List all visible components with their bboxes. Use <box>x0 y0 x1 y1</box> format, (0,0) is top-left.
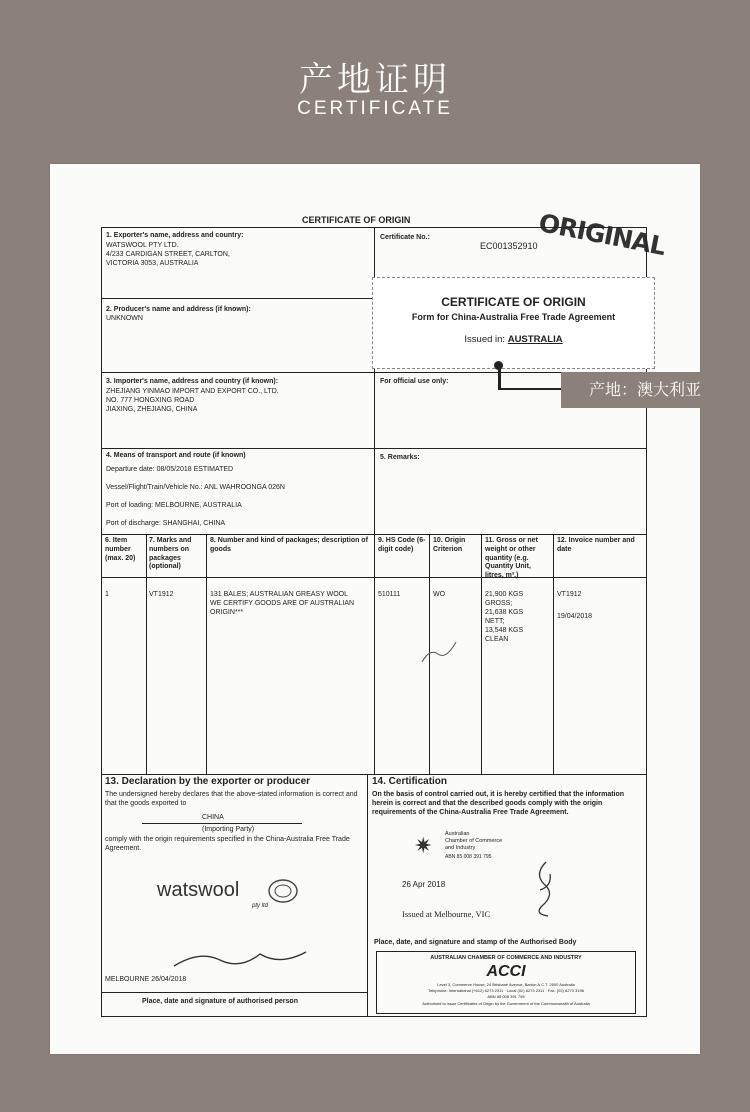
row-invoice-date: 19/04/2018 <box>557 613 593 620</box>
row-item: 1 <box>105 591 109 598</box>
page-header <box>0 0 750 160</box>
watswool-logo-sub: pty ltd <box>252 903 269 909</box>
col-weight: 11. Gross or net weight or other quantity (e.g. Quantity Unit, litres, m³.) <box>485 537 538 579</box>
chamber-line: and Industry <box>445 845 476 851</box>
acci-authorised: Authorised to issue Certificates of Origin by the Government of the Commonwealth of Australia <box>422 1001 590 1006</box>
col-hs-code: 9. HS Code (6-digit code) <box>378 537 426 553</box>
chamber-abn: ABN 85 008 391 795 <box>445 854 492 860</box>
row-marks: VT1912 <box>149 591 174 598</box>
port-of-loading: Port of loading: MELBOURNE, AUSTRALIA <box>106 502 242 509</box>
row-invoice-number: VT1912 <box>557 591 582 598</box>
divider <box>146 534 147 774</box>
exporter-line: WATSWOOL PTY LTD. <box>106 242 179 249</box>
divider <box>142 823 302 824</box>
producer-label: 2. Producer's name and address (if known): <box>106 306 251 313</box>
page-subtitle: CERTIFICATE <box>297 98 453 119</box>
certification-issued: Issued at Melbourne, VIC <box>402 909 491 919</box>
col-description: 8. Number and kind of packages; description of goods <box>210 537 368 553</box>
divider <box>367 774 368 1016</box>
origin-callout-label: 产地：澳大利亚 <box>561 372 729 408</box>
departure-date: Departure date: 08/05/2018 ESTIMATED <box>106 466 234 473</box>
watswool-logo-mark <box>265 876 301 906</box>
importer-line: NO. 777 HONGXING ROAD <box>106 397 195 404</box>
declaration-title: 13. Declaration by the exporter or producer <box>105 776 311 787</box>
remarks-label: 5. Remarks: <box>380 454 420 461</box>
certification-date: 26 Apr 2018 <box>402 880 446 889</box>
certification-title: 14. Certification <box>372 776 448 787</box>
divider <box>553 534 554 774</box>
importer-line: JIAXING, ZHEJIANG, CHINA <box>106 406 198 413</box>
origin-highlight-box <box>372 277 655 369</box>
divider <box>481 534 482 774</box>
exporter-signature <box>170 944 310 974</box>
declaration-place-date: MELBOURNE 26/04/2018 <box>105 976 187 983</box>
chamber-line: Australian <box>445 831 470 837</box>
divider <box>102 298 374 299</box>
acci-phone: Telephone: International (+612) 6273 2311 · Local (02) 6273 2311 · Fax: (02) 6273 3196 <box>428 988 584 993</box>
vessel-no: Vessel/Flight/Train/Vehicle No.: ANL WAHROONGA 026N <box>106 484 285 491</box>
chamber-line: Chamber of Commerce <box>445 838 503 844</box>
certification-text: On the basis of control carried out, it is hereby certified that the information herein is correct and that the described goods comply with the origin requirements of the China-Australia Free Trade Agreement. <box>372 791 625 816</box>
divider <box>102 448 646 449</box>
exporter-label: 1. Exporter's name, address and country: <box>106 232 244 239</box>
row-weight-line: CLEAN <box>485 636 509 643</box>
divider <box>206 534 207 774</box>
acci-logo: ACCI <box>486 963 526 980</box>
row-weight-line: 13,548 KGS <box>485 627 524 634</box>
callout-line <box>498 365 501 390</box>
page-title: 产地证明 <box>299 60 451 100</box>
importer-line: ZHEJIANG YINMAO IMPORT AND EXPORT CO., LTD. <box>106 388 279 395</box>
divider <box>374 534 375 774</box>
issued-label: Issued in: <box>464 334 506 345</box>
importer-label: 3. Importer's name, address and country (if known): <box>106 378 279 385</box>
certificate-no-value: EC001352910 <box>480 241 538 251</box>
divider <box>102 992 367 993</box>
highlight-issued <box>373 334 654 345</box>
initial-mark <box>420 638 460 668</box>
importing-party: (Importing Party) <box>202 826 255 833</box>
certificate-no-label: Certificate No.: <box>380 234 430 241</box>
col-item-number: 6. Item number (max. 20) <box>105 537 136 562</box>
col-origin-criterion: 10. Origin Criterion <box>433 537 466 553</box>
callout-line <box>498 388 562 390</box>
acci-abn: ABN 85 008 391 795 <box>487 994 525 999</box>
declaration-comply: comply with the origin requirements specified in the China-Australia Free Trade Agreement. <box>105 836 350 852</box>
port-of-discharge: Port of discharge: SHANGHAI, CHINA <box>106 520 226 527</box>
exporter-line: 4/233 CARDIGAN STREET, CARLTON, <box>106 251 230 258</box>
certification-footer: Place, date, and signature and stamp of the Authorised Body <box>374 939 577 946</box>
exporter-line: VICTORIA 3053, AUSTRALIA <box>106 260 199 267</box>
acci-address: Level 3, Commerce House, 24 Brisbane Avenue, Barton A.C.T. 2600 Australia <box>437 982 575 987</box>
row-weight-line: 21,900 KGS <box>485 591 524 598</box>
original-stamp: ORIGINAL <box>536 208 668 261</box>
declaration-footer: Place, date and signature of authorised person <box>142 998 298 1005</box>
transport-label: 4. Means of transport and route (if known) <box>106 452 246 459</box>
certificate-heading: CERTIFICATE OF ORIGIN <box>302 215 411 225</box>
divider <box>374 228 375 542</box>
row-hs-code: 510111 <box>378 591 401 598</box>
row-weight-line: NETT; <box>485 618 505 625</box>
row-weight-line: 21,638 KGS <box>485 609 524 616</box>
col-marks: 7. Marks and numbers on packages (optional) <box>149 537 192 571</box>
highlight-subtitle: Form for China-Australia Free Trade Agreement <box>411 312 616 322</box>
acci-stamp-title: AUSTRALIAN CHAMBER OF COMMERCE AND INDUSTRY <box>430 955 582 961</box>
row-criterion: WO <box>433 591 446 598</box>
watswool-logo: watswool <box>157 879 240 901</box>
issued-country: AUSTRALIA <box>507 334 563 345</box>
acci-stamp <box>376 951 636 1014</box>
col-invoice: 12. Invoice number and date <box>557 537 635 553</box>
row-weight-line: GROSS; <box>485 600 513 607</box>
certifier-signature <box>530 860 560 918</box>
producer-value: UNKNOWN <box>106 315 143 322</box>
declaration-text: The undersigned hereby declares that the above-stated information is correct and that the goods exported to <box>105 791 358 807</box>
divider <box>102 774 646 775</box>
highlight-title: CERTIFICATE OF ORIGIN <box>441 295 586 309</box>
chamber-star-icon: ✷ <box>414 833 433 858</box>
row-description: 131 BALES; AUSTRALIAN GREASY WOOL WE CERTIFY GOODS ARE OF AUSTRALIAN ORIGIN*** <box>210 591 355 616</box>
official-use-label: For official use only: <box>380 378 449 385</box>
declaration-country: CHINA <box>202 814 224 821</box>
